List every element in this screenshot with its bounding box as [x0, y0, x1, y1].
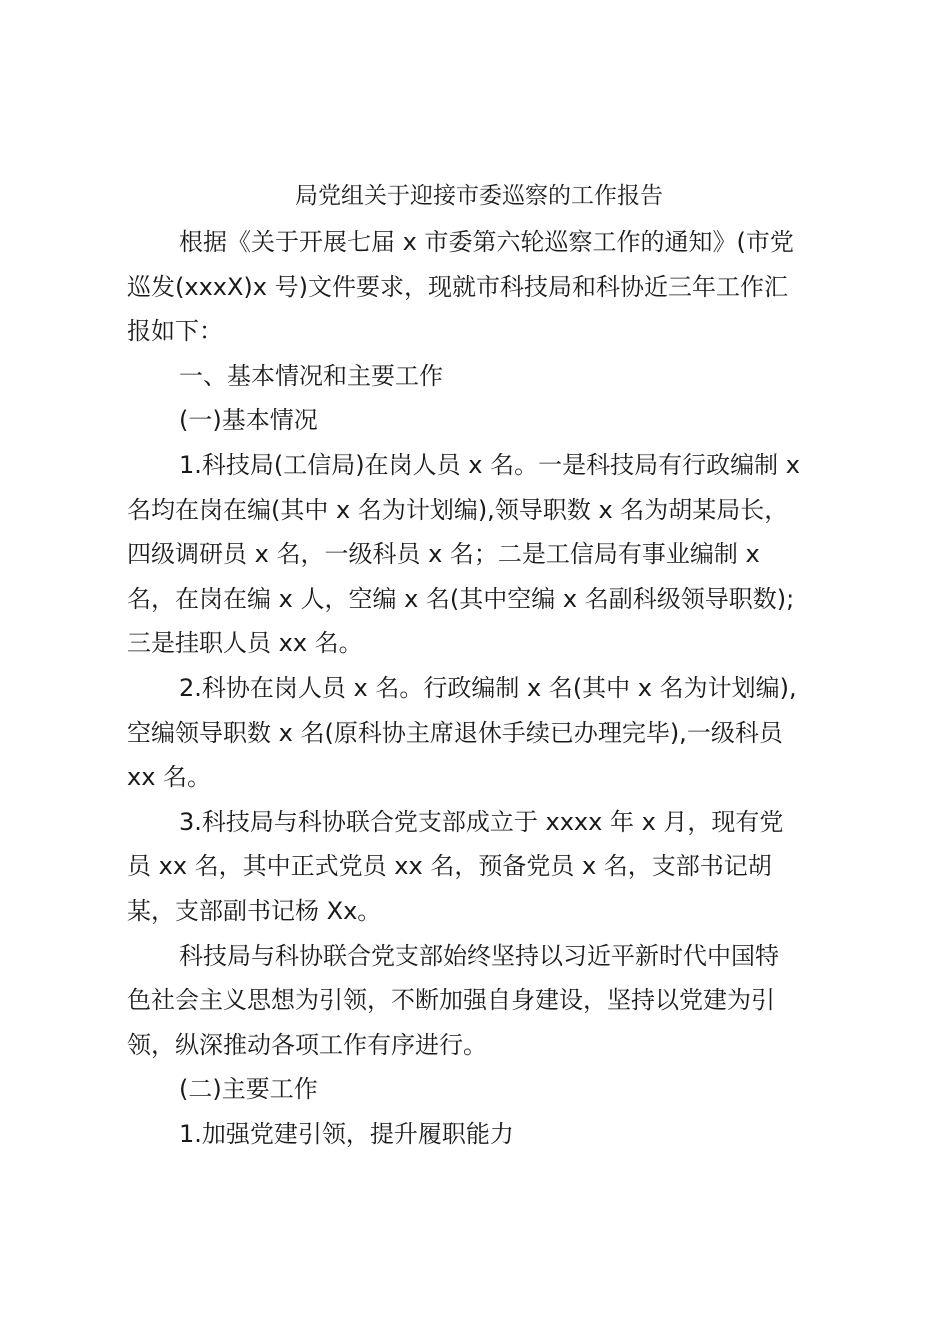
text-line: 根据《关于开展七届 x 市委第六轮巡察工作的通知》(市党 — [179, 228, 794, 256]
text-line: 1.科技局(工信局)在岗人员 x 名。一是科技局有行政编制 x — [179, 450, 800, 479]
text-line: xx 名。 — [127, 763, 212, 792]
text-line: 三是挂职人员 xx 名。 — [127, 629, 363, 658]
document-title: 局党组关于迎接市委巡察的工作报告 — [295, 183, 663, 209]
text-line: 名均在岗在编(其中 x 名为计划编),领导职数 x 名为胡某局长， — [127, 495, 789, 524]
text-line: 2.科协在岗人员 x 名。行政编制 x 名(其中 x 名为计划编), — [179, 673, 797, 702]
text-line: 报如下： — [127, 317, 223, 346]
paragraph-intro — [127, 220, 831, 354]
paragraph-item-1 — [127, 443, 831, 666]
text-line: 员 xx 名，其中正式党员 xx 名，预备党员 x 名，支部书记胡 — [127, 852, 772, 881]
text-line: (二)主要工作 — [179, 1075, 318, 1104]
paragraph-item-2 — [127, 666, 831, 800]
text-line: 名，在岗在编 x 人，空编 x 名(其中空编 x 名副科级领导职数); — [127, 584, 795, 613]
paragraph-summary — [127, 934, 831, 1068]
text-line: (一)基本情况 — [179, 406, 318, 435]
text-line: 科技局与科协联合党支部始终坚持以习近平新时代中国特 — [179, 941, 779, 970]
subsection-heading-main-work — [127, 1067, 831, 1112]
text-line: 一、基本情况和主要工作 — [179, 361, 443, 390]
text-line: 领，纵深推动各项工作有序进行。 — [127, 1030, 487, 1059]
text-line: 某，支部副书记杨 Xx。 — [127, 896, 382, 925]
subsection-heading-basic — [127, 398, 831, 443]
text-line: 巡发(xxxX)x 号)文件要求，现就市科技局和科协近三年工作汇 — [127, 272, 788, 301]
text-line: 色社会主义思想为引领，不断加强自身建设，坚持以党建为引 — [127, 986, 775, 1015]
document-body — [127, 181, 831, 1156]
text-line: 1.加强党建引领，提升履职能力 — [179, 1119, 514, 1148]
text-line: 四级调研员 x 名，一级科员 x 名；二是工信局有事业编制 x — [127, 540, 760, 569]
paragraph-item-3 — [127, 800, 831, 934]
section-heading-1 — [127, 354, 831, 399]
text-line: 3.科技局与科协联合党支部成立于 xxxx 年 x 月，现有党 — [179, 807, 784, 836]
text-line: 空编领导职数 x 名(原科协主席退休手续已办理完毕),一级科员 — [127, 718, 783, 747]
work-item-heading-1 — [127, 1112, 831, 1157]
